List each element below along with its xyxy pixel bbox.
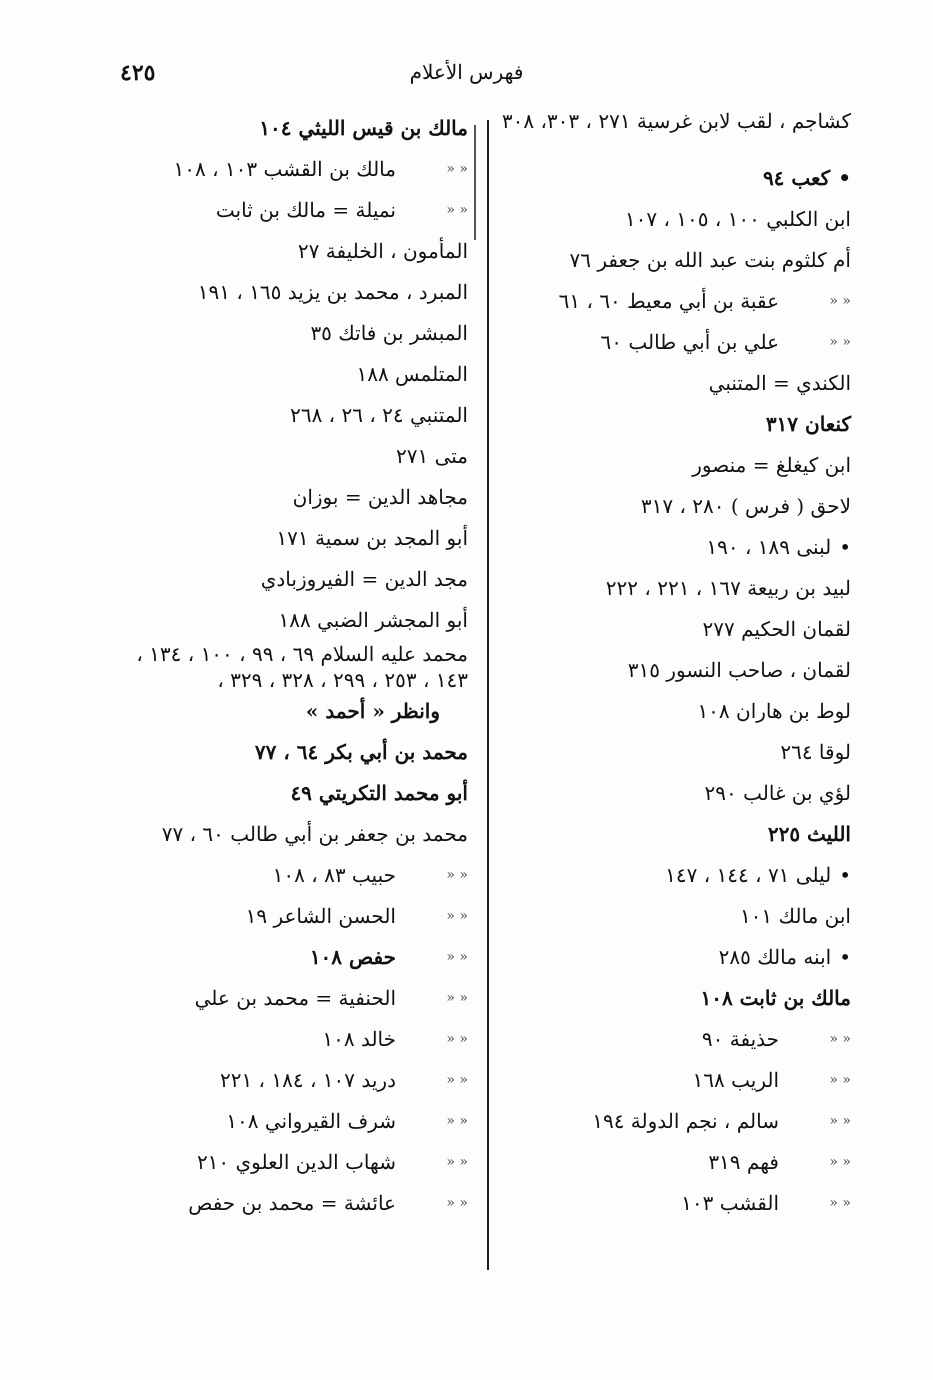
index-entry: « « فهم ٣١٩ <box>451 1142 851 1183</box>
index-entry: « « الحنفية = محمد بن علي <box>103 978 468 1019</box>
index-entry: أبو محمد التكريتي ٤٩ <box>290 781 468 805</box>
index-entry: كنعان ٣١٧ <box>765 412 851 436</box>
index-entry: « « علي بن أبي طالب ٦٠ <box>451 322 851 363</box>
page-title: فهرس الأعلام <box>409 60 524 84</box>
index-entry: كشاجم ، لقب لابن غرسية ٢٧١ ، ٣٠٣، ٣٠٨ <box>501 109 851 133</box>
index-entry: « « الحسن الشاعر ١٩ <box>103 896 468 937</box>
index-entry: وانظر « أحمد » <box>305 699 440 723</box>
index-entry: لوقا ٢٦٤ <box>780 740 851 764</box>
index-entry: ابن الكلبي ١٠٠ ، ١٠٥ ، ١٠٧ <box>624 207 851 231</box>
page-number: ٤٢٥ <box>120 60 156 86</box>
index-entry: لقمان الحكيم ٢٧٧ <box>702 617 851 641</box>
index-column-right <box>451 108 851 1224</box>
index-entry: « « شرف القيرواني ١٠٨ <box>103 1101 468 1142</box>
index-entry: « « نميلة = مالك بن ثابت <box>103 190 468 231</box>
index-column-left <box>103 108 468 1224</box>
index-entry: أبو المجشر الضبي ١٨٨ <box>278 608 468 632</box>
index-entry: المتلمس ١٨٨ <box>356 362 468 386</box>
index-entry: • ابنه مالك ٢٨٥ <box>451 937 851 978</box>
index-entry: محمد بن جعفر بن أبي طالب ٦٠ ، ٧٧ <box>161 822 468 846</box>
index-entry: • لبنى ١٨٩ ، ١٩٠ <box>451 527 851 568</box>
index-entry: متى ٢٧١ <box>395 444 468 468</box>
index-entry: « « خالد ١٠٨ <box>103 1019 468 1060</box>
index-entry: « « عقبة بن أبي معيط ٦٠ ، ٦١ <box>451 281 851 322</box>
index-entry: الليث ٢٢٥ <box>767 822 851 846</box>
index-entry: لقمان ، صاحب النسور ٣١٥ <box>627 658 851 682</box>
index-entry: مالك بن ثابت ١٠٨ <box>700 986 851 1010</box>
index-entry: لؤي بن غالب ٢٩٠ <box>704 781 851 805</box>
index-entry: « « شهاب الدين العلوي ٢١٠ <box>103 1142 468 1183</box>
index-entry: لاحق ( فرس ) ٢٨٠ ، ٣١٧ <box>640 494 851 518</box>
index-entry: • كعب ٩٤ <box>451 158 851 199</box>
index-entry: المتنبي ٢٤ ، ٢٦ ، ٢٦٨ <box>290 403 468 427</box>
index-entry: المبرد ، محمد بن يزيد ١٦٥ ، ١٩١ <box>197 280 468 304</box>
index-entry: • ليلى ٧١ ، ١٤٤ ، ١٤٧ <box>451 855 851 896</box>
index-entry: « « دريد ١٠٧ ، ١٨٤ ، ٢٢١ <box>103 1060 468 1101</box>
index-entry: محمد عليه السلام ٦٩ ، ٩٩ ، ١٠٠ ، ١٣٤ ، ١٤٣ ، ٢٥٣ ، ٢٩٩ ، ٣٢٨ ، ٣٢٩ ، <box>136 642 468 692</box>
index-entry: « « حفص ١٠٨ <box>103 937 468 978</box>
index-entry: « « عائشة = محمد بن حفص <box>103 1183 468 1224</box>
index-entry: لبيد بن ربيعة ١٦٧ ، ٢٢١ ، ٢٢٢ <box>605 576 851 600</box>
index-entry: الكندي = المتنبي <box>708 371 851 395</box>
index-entry: مجد الدين = الفيروزبادي <box>260 567 468 591</box>
index-entry: ابن مالك ١٠١ <box>739 904 851 928</box>
page-header <box>0 60 933 94</box>
index-entry: « « الريب ١٦٨ <box>451 1060 851 1101</box>
index-entry: « « مالك بن القشب ١٠٣ ، ١٠٨ <box>103 149 468 190</box>
index-entry: أبو المجد بن سمية ١٧١ <box>276 526 468 550</box>
index-entry: لوط بن هاران ١٠٨ <box>697 699 851 723</box>
index-entry: ابن كيغلغ = منصور <box>692 453 851 477</box>
index-entry: محمد بن أبي بكر ٦٤ ، ٧٧ <box>254 740 468 764</box>
index-entry: مالك بن قيس الليثي ١٠٤ <box>259 116 468 140</box>
index-entry: مجاهد الدين = بوزان <box>292 485 468 509</box>
index-entry: « « القشب ١٠٣ <box>451 1183 851 1224</box>
index-entry: المبشر بن فاتك ٣٥ <box>310 321 468 345</box>
index-entry: المأمون ، الخليفة ٢٧ <box>297 239 468 263</box>
index-entry: « « حذيفة ٩٠ <box>451 1019 851 1060</box>
index-entry: « « حبيب ٨٣ ، ١٠٨ <box>103 855 468 896</box>
index-entry: أم كلثوم بنت عبد الله بن جعفر ٧٦ <box>569 248 851 272</box>
index-entry: « « سالم ، نجم الدولة ١٩٤ <box>451 1101 851 1142</box>
